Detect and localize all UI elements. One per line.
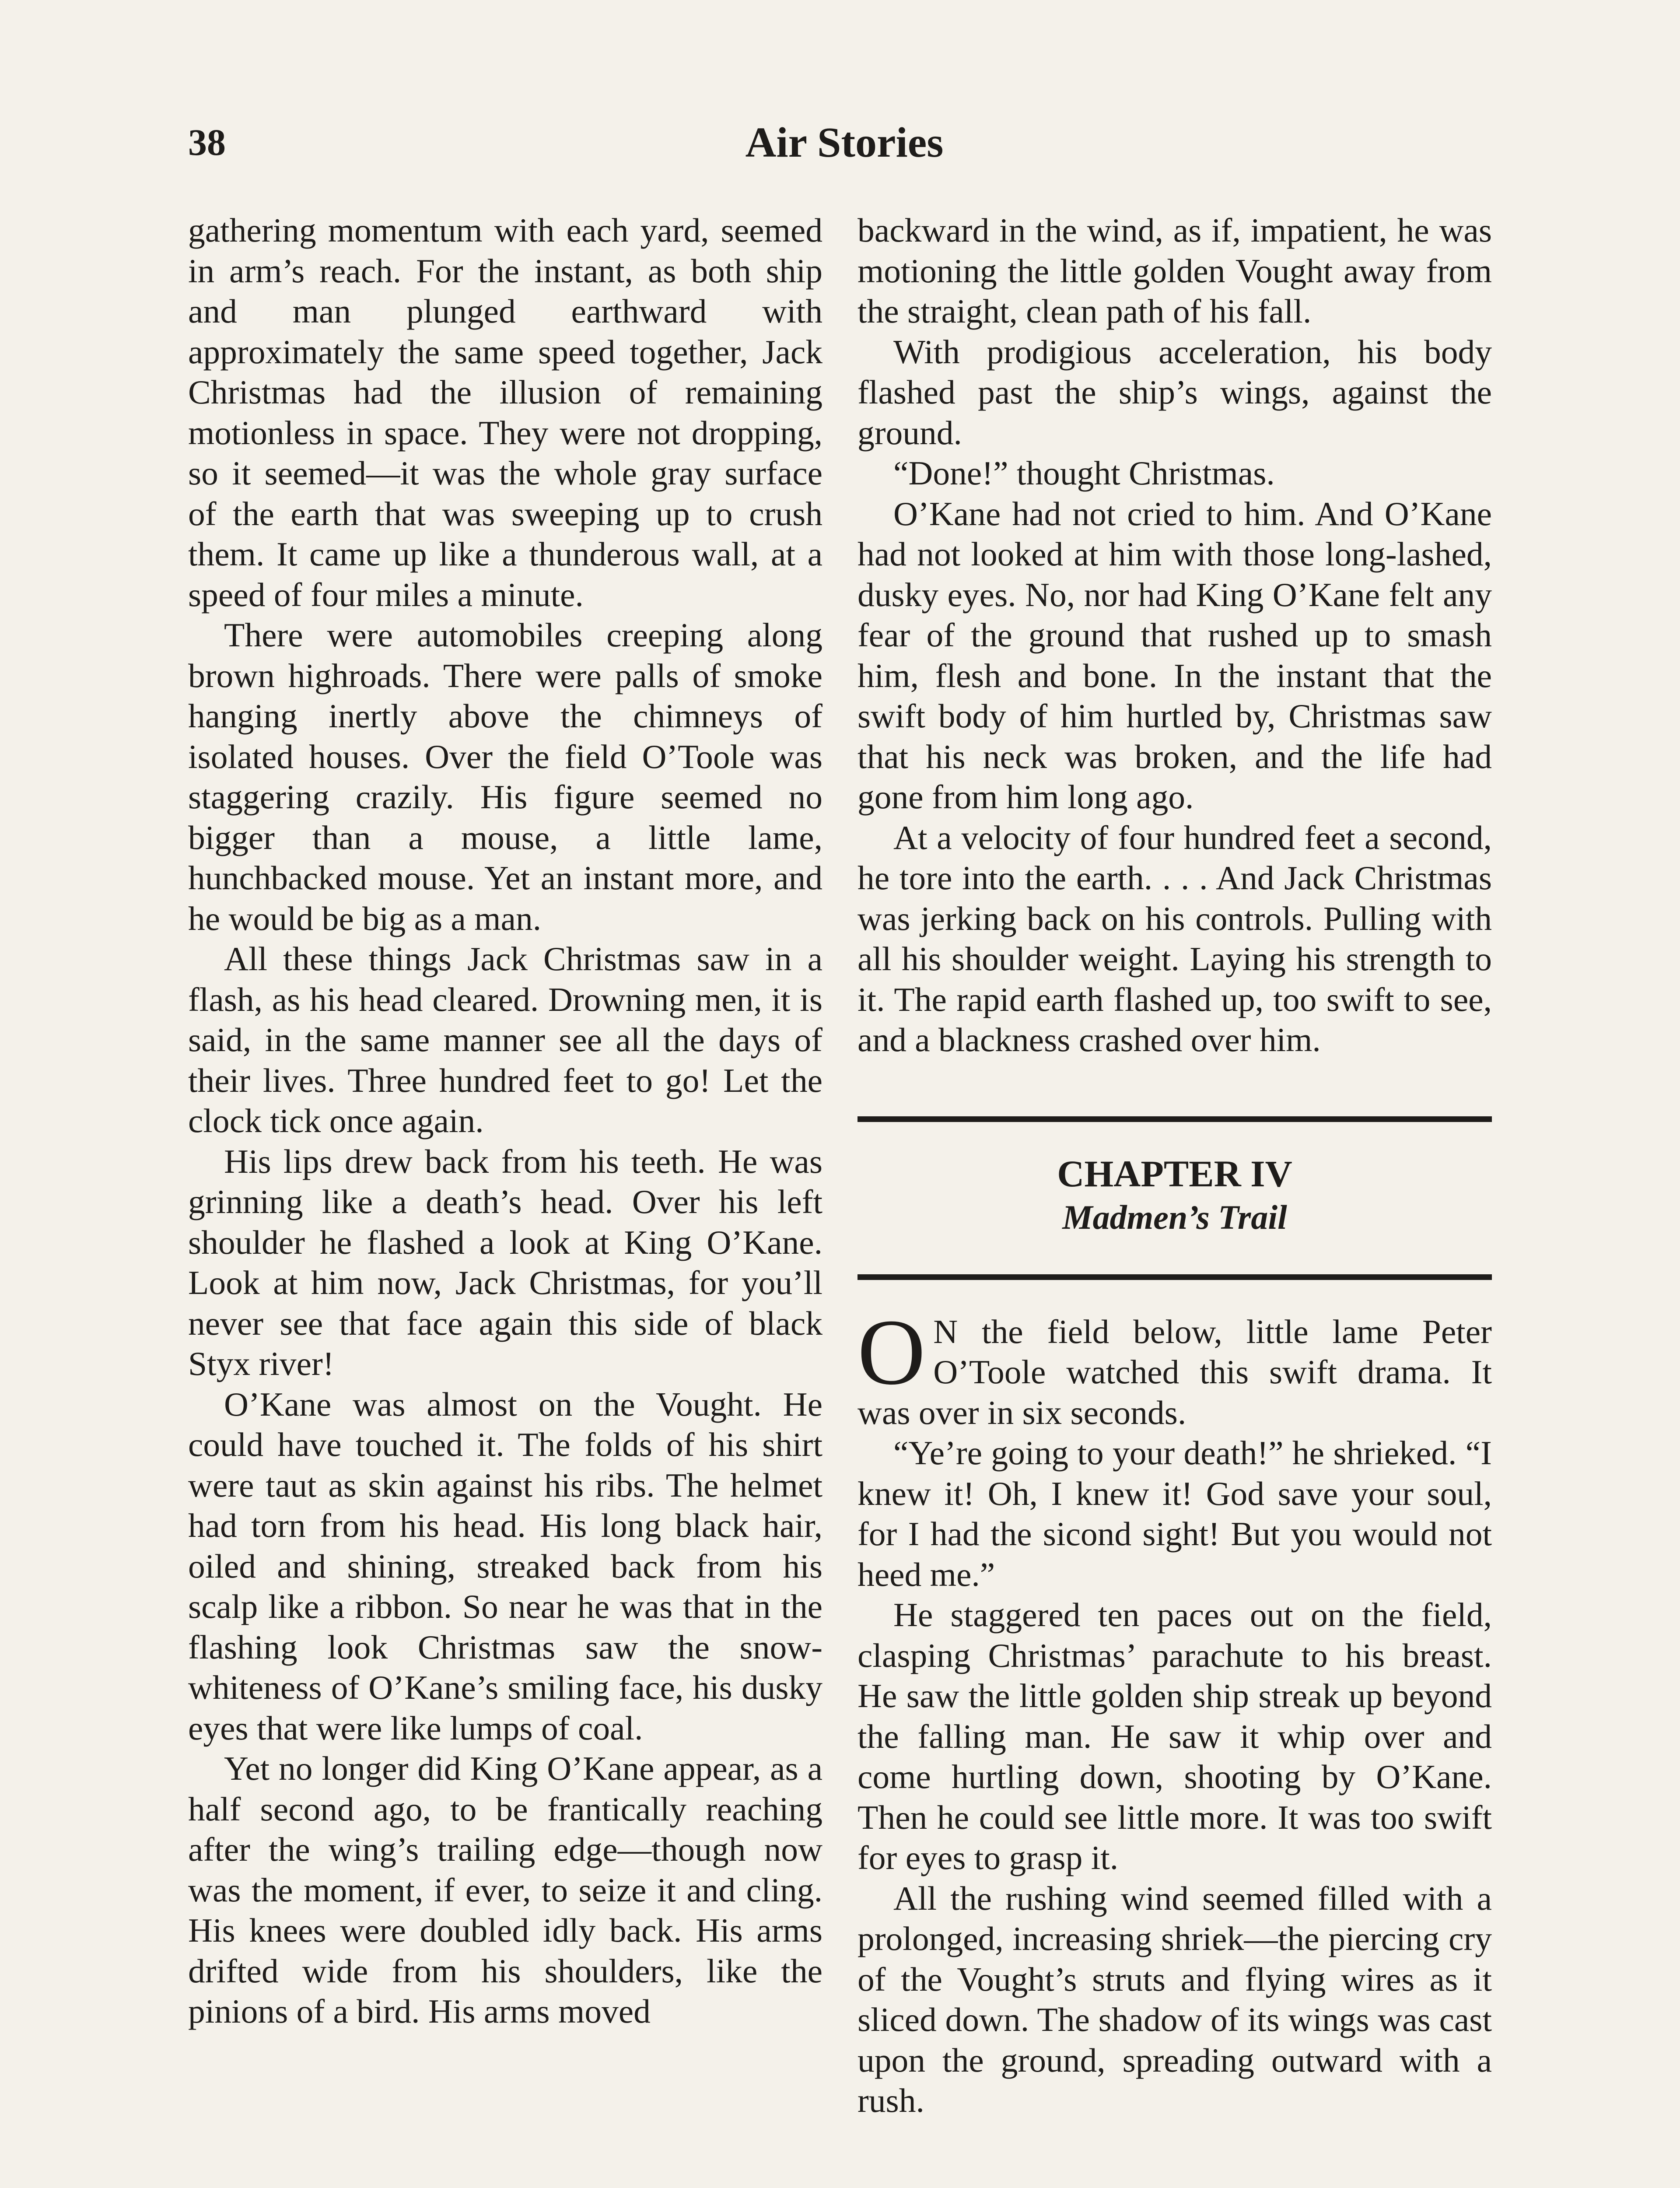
chapter-title: CHAPTER IV <box>1057 1152 1292 1195</box>
paragraph: “Ye’re going to your death!” he shrieked. “I knew it! Oh, I knew it! God save your soul, for I had the sicond sight! But you would not heed me.” <box>858 1434 1492 1593</box>
running-head: Air Stories <box>745 119 944 166</box>
paragraph: O’Kane had not cried to him. And O’Kane had not looked at him with those long-lashed, dusky eyes. No, nor had King O’Kane felt any fear of the ground that rushed up to smash him, flesh and bone. In the instant that the swift body of him hurtled by, Christmas saw that his neck was broken, and the life had gone from him long ago. <box>858 494 1492 816</box>
paragraph: He staggered ten paces out on the field, clasping Christmas’ parachute to his breast. He saw the little golden ship streak up beyond the falling man. He saw it whip over and come hurtling down, shooting by O’Kane. Then he could see little more. It was too swift for eyes to grasp it. <box>858 1596 1492 1876</box>
paragraph: His lips drew back from his teeth. He was grinning like a death’s head. Over his left shoulder he flashed a look at King O’Kane. Look at him now, Jack Christmas, for you’ll never see that face again this side of black Styx river! <box>188 1142 822 1382</box>
opening-text: N the field below, little lame Peter O’Toole watched this swift drama. It was over in six seconds. <box>858 1312 1492 1431</box>
paragraph: backward in the wind, as if, impatient, he was motioning the little golden Vought away from the straight, clean path of his fall. <box>858 211 1492 330</box>
paragraph: All these things Jack Christmas saw in a flash, as his head cleared. Drowning men, it is said, in the same manner see all the days of their lives. Three hundred feet to go! Let the clock tick once again. <box>188 940 822 1140</box>
chapter-rule-top <box>858 1116 1492 1122</box>
paragraph: Yet no longer did King O’Kane appear, as a half second ago, to be frantically reaching after the wing’s trailing edge—though now was the moment, if ever, to seize it and cling. His knees were doubled idly back. His arms drifted wide from his shoulders, like the pinions of a bird. His arms moved <box>188 1750 822 2030</box>
right-column <box>858 210 1492 2121</box>
chapter-opening-paragraph <box>858 1299 1492 1433</box>
paragraph: At a velocity of four hundred feet a second, he tore into the earth. . . . And Jack Christmas was jerking back on his controls. Pulling with all his shoulder weight. Laying his strength to it. The rapid earth flashed up, too swift to see, and a blackness crashed over him. <box>858 818 1492 1059</box>
paragraph: O’Kane was almost on the Vought. He could have touched it. The folds of his shirt were taut as skin against his ribs. The helmet had torn from his head. His long black hair, oiled and shining, streaked back from his scalp like a ribbon. So near he was that in the flashing look Christmas saw the snow-whiteness of O’Kane’s smiling face, his dusky eyes that were like lumps of coal. <box>188 1385 822 1747</box>
chapter-rule-bottom <box>858 1274 1492 1280</box>
page-number: 38 <box>188 121 226 163</box>
paragraph: With prodigious acceleration, his body flashed past the ship’s wings, against the ground. <box>858 333 1492 452</box>
left-column <box>188 210 822 2032</box>
paragraph: gathering momentum with each yard, seemed in arm’s reach. For the instant, as both ship and man plunged earthward with approximately the same speed together, Jack Christmas had the illusion of remaining motionless in space. They were not dropping, so it seemed—it was the whole gray surface of the earth that was sweeping up to crush them. It came up like a thunderous wall, at a speed of four miles a minute. <box>188 211 822 614</box>
paragraph: “Done!” thought Christmas. <box>893 454 1275 492</box>
paragraph: There were automobiles creeping along brown highroads. There were palls of smoke hanging inertly above the chimneys of isolated houses. Over the field O’Toole was staggering crazily. His figure seemed no bigger than a mouse, a little lame, hunchbacked mouse. Yet an instant more, and he would be big as a man. <box>188 616 822 937</box>
paragraph: All the rushing wind seemed filled with a prolonged, increasing shriek—the piercing cry of the Vought’s struts and flying wires as it sliced down. The shadow of its wings was cast upon the ground, spreading outward with a rush. <box>858 1879 1492 2119</box>
chapter-heading <box>858 1152 1492 1239</box>
chapter-subtitle: Madmen’s Trail <box>1062 1198 1287 1236</box>
drop-cap: O <box>858 1299 926 1404</box>
